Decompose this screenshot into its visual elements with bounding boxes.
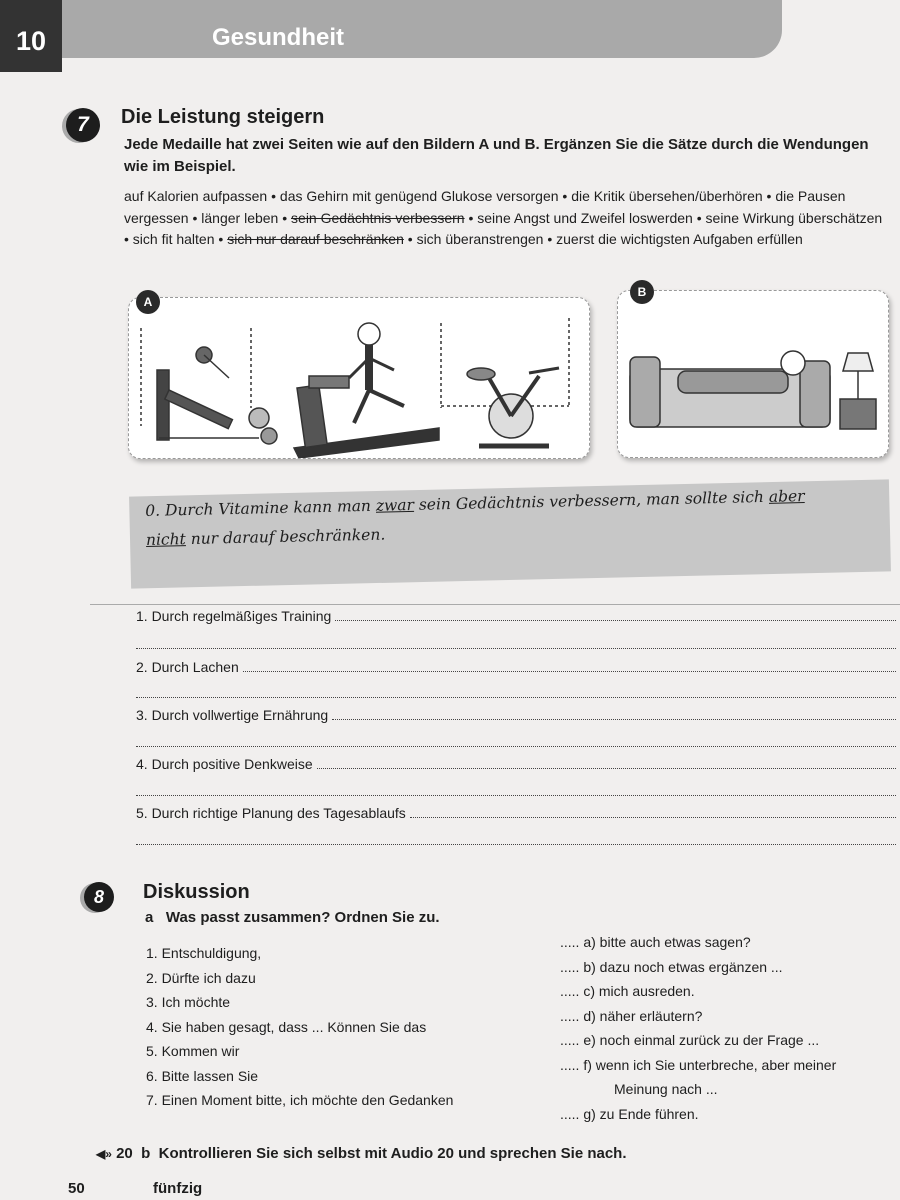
example-word-aber: aber [768,487,805,506]
answer-line[interactable] [136,844,896,845]
phrase-item: zuerst die wichtigsten Aufgaben erfüllen [556,231,803,247]
exercise-title: Diskussion [143,881,250,903]
example-part-2: sein Gedächtnis verbessern, man sollte sich [413,487,770,514]
list-item[interactable]: ..... a) bitte auch etwas sagen? [560,934,751,950]
answer-line[interactable] [243,659,896,672]
phrase-item: sich überanstrengen [416,231,544,247]
list-item: 2. Dürfte ich dazu [146,969,256,986]
list-item[interactable]: ..... d) näher erläutern? [560,1007,703,1024]
exercise-item: 2. Durch Lachen [136,659,896,679]
list-item[interactable]: ..... g) zu Ende führen. [560,1105,699,1122]
list-item: 5. Kommen wir [146,1043,240,1059]
phrase-item: die Kritik übersehen/überhören [571,188,763,204]
picture-a-label: A [136,290,160,314]
picture-a [128,297,590,459]
list-item: 1. Entschuldigung, [146,945,262,961]
exercise-instruction: Jede Medaille hat zwei Seiten wie auf den Bildern A und B. Ergänzen Sie die Sätze durch die Wendungen wie im Beispiel. [124,136,869,175]
example-part-1: 0. Durch Vitamine kann man [145,496,377,520]
exercise-number-badge: 8 [84,882,114,912]
phrase-list: auf Kalorien aufpassen • das Gehirn mit genügend Glukose versorgen • die Kritik übersehen/überhören • die Pausen vergessen • länger leben • sein Gedächtnis verbessern • seine Angst und Zweifel loswerden • seine Wirkung überschätzen • sich fit halten • sich nur darauf beschränken • sich überanstrengen • zuerst die wichtigsten Aufgaben erfüllen [124,188,883,247]
phrase-item: sein Gedächtnis verbessern [291,209,465,226]
part-a-instruction: Was passt zusammen? Ordnen Sie zu. [165,909,440,926]
part-a-heading [145,907,440,929]
phrase-item: länger leben [201,209,279,226]
audio-icon[interactable]: ◀» [96,1147,112,1161]
list-item[interactable]: ..... c) mich ausreden. [560,983,695,999]
example-part-3: nur darauf beschränken. [185,525,386,549]
exercise-item: 4. Durch positive Denkweise [136,756,896,776]
part-a-letter: a [145,909,154,926]
sofa-illustration [618,291,888,457]
phrase-item: sich nur darauf beschränken [227,231,404,247]
matching-left-list [146,941,566,1113]
example-word-nicht: nicht [145,530,187,549]
list-item: 7. Einen Moment bitte, ich möchte den Gedanken [146,1092,454,1108]
phrase-item: auf Kalorien aufpassen [124,188,268,204]
answer-line[interactable] [136,746,896,747]
exercise-title: Die Leistung steigern [121,106,325,128]
chapter-header-band [62,0,782,58]
list-item[interactable]: ..... b) dazu noch etwas ergänzen ... [560,958,783,975]
part-b-letter: b [141,1145,151,1162]
chapter-title: Gesundheit [212,24,345,51]
answer-line[interactable] [335,608,896,621]
picture-b [617,290,889,458]
part-b-heading [96,1145,627,1162]
list-item: Meinung nach ... [614,1081,718,1097]
phrase-item: sich fit halten [132,231,215,247]
exercise-item: 3. Durch vollwertige Ernährung [136,707,896,727]
chapter-number: 10 [15,26,47,56]
phrase-item: die Pausen vergessen [124,188,846,226]
list-item: 3. Ich möchte [146,994,231,1010]
matching-right-list [560,930,900,1126]
page-number: 50 [68,1180,85,1197]
exercise-item: 5. Durch richtige Planung des Tagesablaufs [136,805,896,825]
answer-line[interactable] [317,756,896,769]
answer-line[interactable] [332,707,896,720]
page-number-word: fünfzig [153,1180,203,1197]
answer-line[interactable] [136,795,896,796]
list-item[interactable]: ..... f) wenn ich Sie unterbreche, aber meiner [560,1056,837,1073]
audio-number: 20 [116,1145,133,1162]
picture-b-label: B [630,280,654,304]
exercise-item: 1. Durch regelmäßiges Training [136,608,896,628]
exercise-number-badge: 7 [66,108,100,142]
fitness-illustration [129,298,589,458]
list-item: 6. Bitte lassen Sie [146,1067,259,1084]
answer-line[interactable] [410,805,896,818]
divider [90,604,900,605]
phrase-item: das Gehirn mit genügend Glukose versorgen [279,188,559,204]
list-item[interactable]: ..... e) noch einmal zurück zu der Frage ... [560,1032,820,1048]
answer-line[interactable] [136,648,896,649]
phrase-item: seine Angst und Zweifel loswerden [477,209,693,226]
phrase-item: seine Wirkung überschätzen [705,209,883,226]
example-word-zwar: zwar [375,495,415,515]
part-b-instruction: Kontrollieren Sie sich selbst mit Audio 20 und sprechen Sie nach. [158,1145,627,1162]
list-item: 4. Sie haben gesagt, dass ... Können Sie das [146,1018,427,1035]
answer-line[interactable] [136,697,896,698]
